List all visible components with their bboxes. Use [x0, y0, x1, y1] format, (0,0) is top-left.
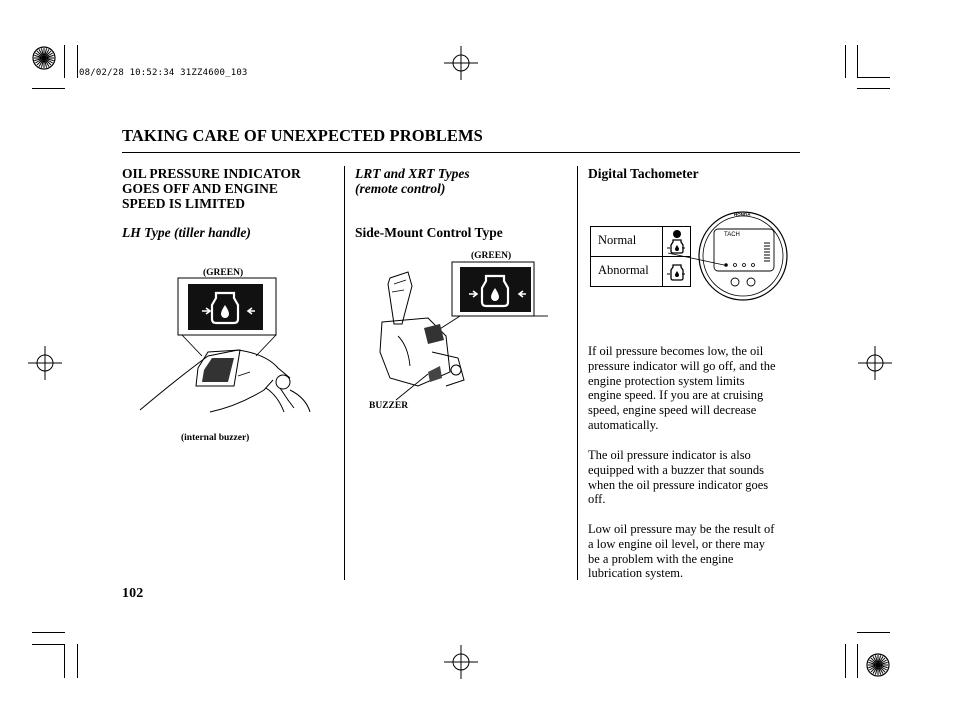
col3-paragraph-2: The oil pressure indicator is also equipped with a buzzer that sounds when the oil pressure indicator goes off. — [588, 448, 769, 507]
column-divider — [344, 166, 345, 580]
col1-subheading: LH Type (tiller handle) — [122, 225, 251, 240]
registration-crosshair-icon — [444, 46, 478, 80]
col1-buzzer-label: (internal buzzer) — [181, 433, 250, 443]
column-divider — [577, 166, 578, 580]
page-number: 102 — [122, 586, 144, 601]
col2-subheading: Side-Mount Control Type — [355, 225, 503, 240]
side-mount-control-illustration — [368, 262, 550, 402]
registration-crosshair-icon — [28, 346, 62, 380]
registration-crosshair-icon — [858, 346, 892, 380]
table-row-normal-label: Normal — [598, 233, 637, 247]
gauge-brand-label: HONDA — [734, 212, 751, 217]
col3-heading: Digital Tachometer — [588, 166, 699, 181]
col1-green-label: (GREEN) — [203, 268, 244, 278]
gauge-tach-label: TACH — [724, 232, 740, 238]
col3-paragraph-3: Low oil pressure may be the result of a low engine oil level, or there may be a problem with the engine lubrication system. — [588, 522, 775, 581]
header-rule — [122, 152, 800, 153]
page-title: TAKING CARE OF UNEXPECTED PROBLEMS — [122, 126, 483, 145]
col2-heading: LRT and XRT Types (remote control) — [355, 166, 470, 196]
digital-tachometer-gauge — [698, 211, 788, 301]
print-stamp: 08/02/28 10:52:34 31ZZ4600_103 — [79, 68, 248, 78]
table-row-abnormal-label: Abnormal — [598, 263, 649, 277]
registration-crosshair-icon — [444, 645, 478, 679]
registration-target-icon — [30, 44, 58, 72]
oil-pressure-icon — [666, 262, 688, 282]
oil-pressure-icon — [666, 229, 688, 255]
col3-paragraph-1: If oil pressure becomes low, the oil pressure indicator will go off, and the engine protection system limits engine speed. If you are at cruising speed, engine speed will decrease automatically. — [588, 344, 776, 432]
indicator-table — [590, 226, 691, 287]
col1-heading: OIL PRESSURE INDICATOR GOES OFF AND ENGINE SPEED IS LIMITED — [122, 166, 301, 211]
col2-green-label: (GREEN) — [471, 251, 512, 261]
registration-target-icon — [864, 651, 892, 679]
col2-buzzer-label: BUZZER — [369, 401, 409, 411]
tiller-handle-illustration — [138, 278, 318, 418]
